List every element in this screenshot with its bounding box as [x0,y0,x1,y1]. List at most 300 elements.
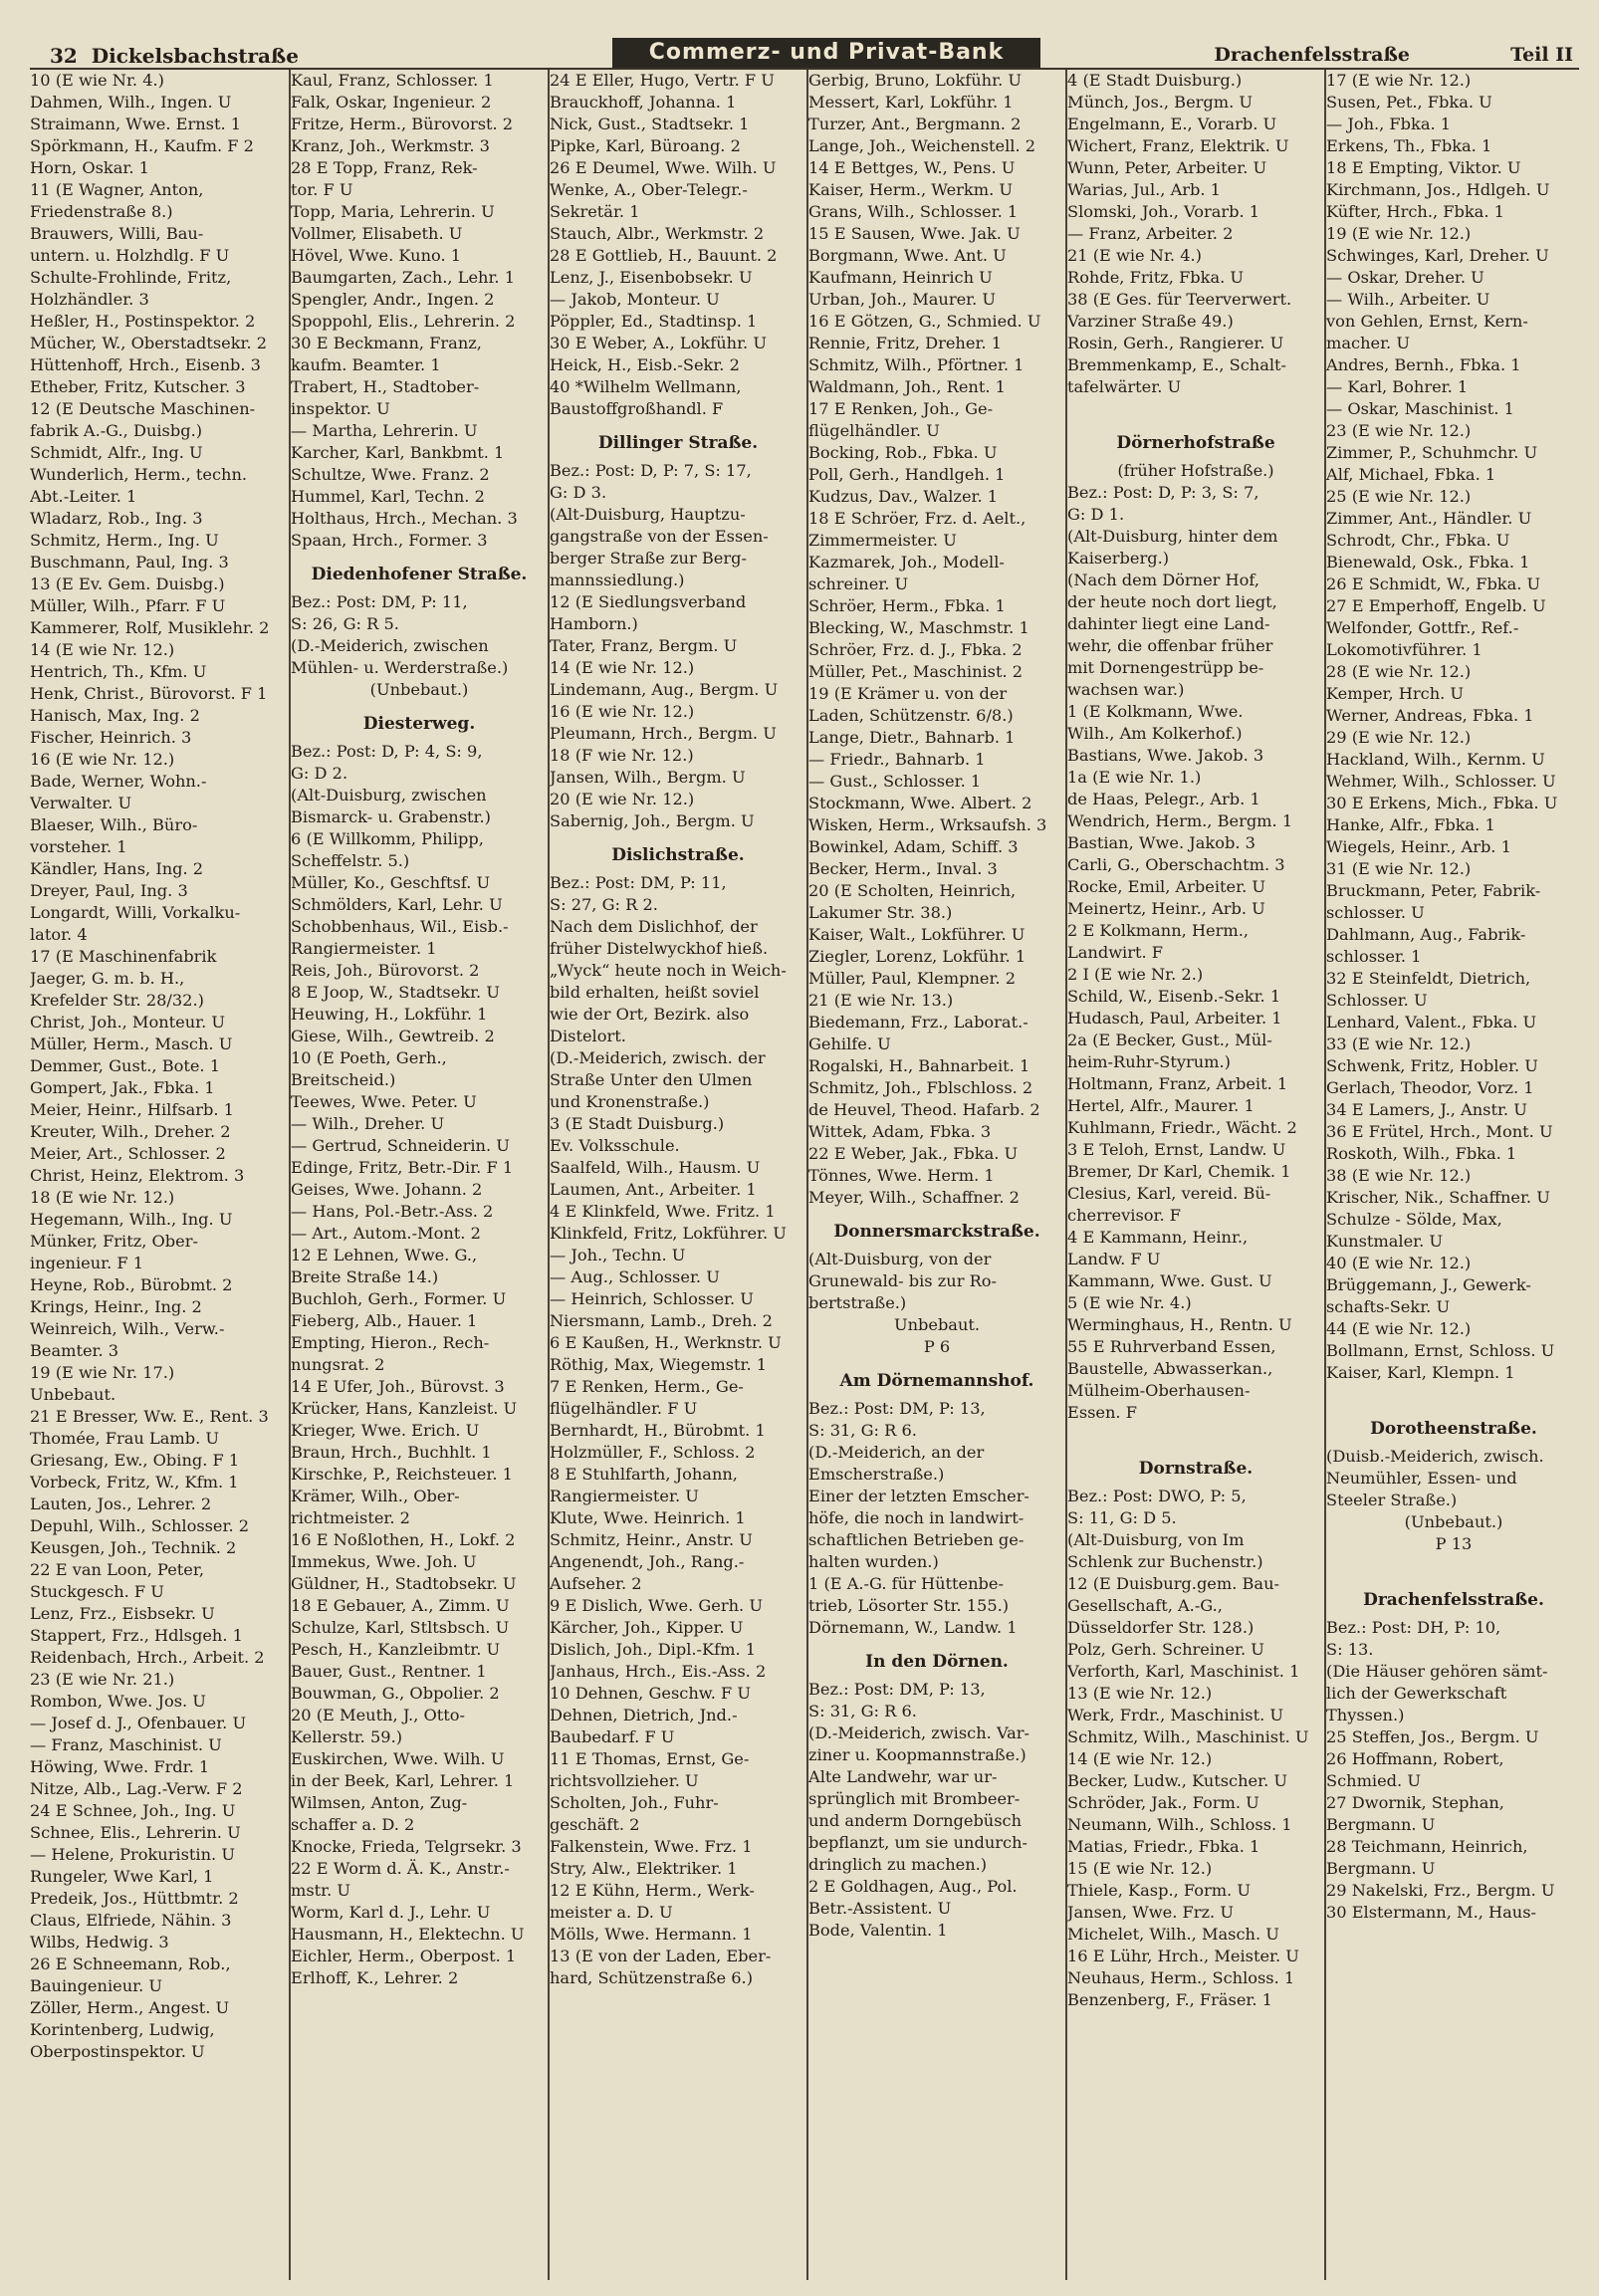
directory-entry: Matias, Friedr., Fbka. 1 [1067,1837,1260,1856]
directory-entry: Brauckhoff, Johanna. 1 [550,93,737,112]
directory-entry: — Gust., Schlosser. 1 [808,772,982,791]
directory-entry: 3 (E Stadt Duisburg.) [550,1114,725,1133]
column-1 [30,70,287,2280]
directory-entry: — Josef d. J., Ofenbauer. U [30,1714,247,1732]
directory-entry: Friedenstraße 8.) [30,202,173,221]
directory-entry: berger Straße zur Berg- [550,549,747,568]
directory-entry: Alte Landwehr, war ur- [808,1767,998,1786]
directory-entry: (Alt-Duisburg, von Im [1067,1530,1245,1549]
directory-entry: Brauwers, Willi, Bau- [30,224,204,243]
directory-entry: tor. F U [291,180,353,199]
directory-entry: Dahmen, Wilh., Ingen. U [30,93,232,112]
directory-entry: 5 (E wie Nr. 4.) [1067,1293,1192,1312]
directory-entry: Bauer, Gust., Rentner. 1 [291,1662,487,1681]
directory-entry: 14 (E wie Nr. 12.) [550,658,695,677]
directory-entry: Schmitz, Herm., Ing. U [30,531,219,550]
directory-entry: 12 (E Duisburg.gem. Bau- [1067,1574,1279,1593]
directory-entry: Meier, Heinr., Hilfsarb. 1 [30,1100,234,1119]
directory-entry: Gerlach, Theodor, Vorz. 1 [1326,1078,1534,1097]
directory-entry: Falkenstein, Wwe. Frz. 1 [550,1837,753,1856]
directory-entry: 1 (E A.-G. für Hüttenbe- [808,1574,1004,1593]
directory-entry: Bez.: Post: DM, P: 11, [291,592,468,611]
directory-entry: 10 (E wie Nr. 4.) [30,71,164,90]
directory-entry: bepflanzt, um sie undurch- [808,1833,1028,1852]
directory-entry: Scholten, Joh., Fuhr- [550,1793,719,1812]
directory-entry: Andres, Bernh., Fbka. 1 [1326,355,1521,374]
directory-entry: P 6 [923,1337,951,1356]
directory-entry: 15 (E wie Nr. 12.) [1067,1859,1213,1878]
directory-entry: Werner, Andreas, Fbka. 1 [1326,706,1534,725]
directory-entry: lator. 4 [30,925,88,944]
directory-entry: Breitscheid.) [291,1070,396,1089]
directory-entry: 40 *Wilhelm Wellmann, [550,377,742,396]
directory-entry: schlosser. U [1326,903,1425,922]
directory-entry: Pesch, H., Kanzleibmtr. U [291,1640,501,1659]
directory-entry: Straimann, Wwe. Ernst. 1 [30,115,242,133]
directory-entry: Krieger, Wwe. Erich. U [291,1421,480,1440]
directory-entry: Stauch, Albr., Werkmstr. 2 [550,224,765,243]
directory-entry: hard, Schützenstraße 6.) [550,1968,754,1987]
directory-entry: Nach dem Dislichhof, der [550,917,758,936]
directory-entry: 19 (E Krämer u. von der [808,684,1008,703]
directory-entry: Heyne, Rob., Bürobmt. 2 [30,1275,233,1294]
directory-entry: Trabert, H., Stadtober- [291,377,480,396]
directory-entry: Zimmer, Ant., Händler. U [1326,509,1532,528]
directory-entry: 18 E Empting, Viktor. U [1326,158,1521,177]
directory-entry: Thiele, Kasp., Form. U [1067,1881,1251,1900]
directory-entry: Borgmann, Wwe. Ant. U [808,246,1007,265]
directory-entry: mit Dornengestrüpp be- [1067,658,1264,677]
directory-entry: — Aug., Schlosser. U [550,1267,720,1286]
directory-entry: Mühlen- u. Werderstraße.) [291,658,509,677]
directory-entry: halten wurden.) [808,1552,939,1571]
directory-entry: Höwing, Wwe. Frdr. 1 [30,1757,210,1776]
directory-entry: Baustoffgroßhandl. F [550,399,724,418]
directory-entry: Kammerer, Rolf, Musiklehr. 2 [30,618,270,637]
directory-entry: 21 (E wie Nr. 13.) [808,991,954,1010]
directory-entry: Varziner Straße 49.) [1067,312,1234,331]
directory-entry: G: D 3. [550,483,607,502]
directory-entry: Meyer, Wilh., Schaffner. 2 [808,1188,1020,1207]
directory-entry: Dahlmann, Aug., Fabrik- [1326,925,1526,944]
directory-entry: Schulte-Frohlinde, Fritz, [30,268,232,287]
directory-entry: Wladarz, Rob., Ing. 3 [30,509,203,528]
directory-entry: 31 (E wie Nr. 12.) [1326,859,1472,878]
directory-entry: Turzer, Ant., Bergmann. 2 [808,115,1022,133]
directory-entry: flügelhändler. F U [550,1399,698,1418]
directory-entry: 2 I (E wie Nr. 2.) [1067,965,1204,984]
directory-entry: 21 E Bresser, Ww. E., Rent. 3 [30,1407,269,1426]
directory-entry: Mücher, W., Oberstadtsekr. 2 [30,334,268,352]
directory-entry: Tönnes, Wwe. Herm. 1 [808,1166,995,1185]
directory-entry: (Duisb.-Meiderich, zwisch. [1326,1447,1544,1466]
directory-entry: S: 27, G: R 2. [550,895,658,914]
directory-entry: macher. U [1326,334,1410,352]
directory-entry: Klinkfeld, Fritz, Lokführer. U [550,1224,787,1243]
directory-entry: 4 E Kammann, Heinr., [1067,1228,1249,1247]
directory-entry: in der Beek, Karl, Lehrer. 1 [291,1771,515,1790]
directory-entry: meister a. D. U [550,1903,673,1922]
directory-entry: Kranz, Joh., Werkmstr. 3 [291,136,490,155]
directory-entry: de Heuvel, Theod. Hafarb. 2 [808,1100,1040,1119]
directory-entry: Rungeler, Wwe Karl, 1 [30,1867,214,1886]
directory-entry: Rangiermeister. 1 [291,939,437,958]
directory-entry: Hummel, Karl, Techn. 2 [291,487,485,506]
directory-entry: Niersmann, Lamb., Dreh. 2 [550,1311,773,1330]
directory-entry: richtmeister. 2 [291,1508,410,1527]
directory-entry: Thomée, Frau Lamb. U [30,1429,220,1448]
directory-entry: Spoppohl, Elis., Lehrerin. 2 [291,312,516,331]
directory-entry: 9 E Dislich, Wwe. Gerh. U [550,1596,763,1615]
directory-entry: Kirschke, P., Reichsteuer. 1 [291,1465,513,1484]
directory-entry: 33 (E wie Nr. 12.) [1326,1034,1472,1053]
directory-entry: 40 (E wie Nr. 12.) [1326,1254,1472,1272]
directory-entry: Henk, Christ., Bürovorst. F 1 [30,684,268,703]
directory-entry: Schmitz, Joh., Fblschloss. 2 [808,1078,1033,1097]
directory-entry: Angenendt, Joh., Rang.- [550,1552,745,1571]
directory-entry: Bremer, Dr Karl, Chemik. 1 [1067,1162,1291,1181]
directory-entry: 32 E Steinfeldt, Dietrich, [1326,969,1531,988]
directory-entry: 4 (E Stadt Duisburg.) [1067,71,1243,90]
column-4 [806,70,1065,2280]
directory-entry: 55 E Ruhrverband Essen, [1067,1337,1276,1356]
directory-entry: Schmitz, Wilh., Maschinist. U [1067,1727,1309,1746]
directory-entry: dringlich zu machen.) [808,1855,988,1874]
directory-entry: Kaiserberg.) [1067,549,1170,568]
directory-entry: Scheffelstr. 5.) [291,851,410,870]
directory-entry: 28 (E wie Nr. 12.) [1326,662,1472,681]
directory-entry: 26 E Deumel, Wwe. Wilh. U [550,158,777,177]
directory-entry: Werk, Frdr., Maschinist. U [1067,1706,1284,1724]
directory-entry: 6 (E Willkomm, Philipp, [291,829,484,848]
directory-entry: Heßler, H., Postinspektor. 2 [30,312,256,331]
directory-entry: 4 E Klinkfeld, Wwe. Fritz. 1 [550,1202,776,1221]
directory-entry: 18 (F wie Nr. 12.) [550,746,694,765]
directory-entry: Worm, Karl d. J., Lehr. U [291,1903,491,1922]
directory-entry: — Karl, Bohrer. 1 [1326,377,1469,396]
directory-entry: Dreyer, Paul, Ing. 3 [30,881,188,900]
directory-entry: cherrevisor. F [1067,1206,1181,1225]
directory-entry: Schild, W., Eisenb.-Sekr. 1 [1067,987,1281,1006]
directory-entry: (Alt-Duisburg, hinter dem [1067,527,1278,546]
directory-entry: Claus, Elfriede, Nähin. 3 [30,1911,232,1930]
street-heading: Dörnerhofstraße [1116,433,1275,453]
directory-entry: Kaufmann, Heinrich U [808,268,993,287]
directory-entry: S: 26, G: R 5. [291,614,399,633]
directory-entry: Bez.: Post: DM, P: 13, [808,1680,986,1699]
directory-entry: 6 E Kaußen, H., Werknstr. U [550,1333,782,1352]
directory-entry: Schröer, Herm., Fbka. 1 [808,596,1006,615]
directory-entry: Müller, Ko., Geschftsf. U [291,873,491,892]
directory-entry: — Oskar, Maschinist. 1 [1326,399,1514,418]
directory-entry: schaffer a. D. 2 [291,1815,415,1834]
directory-entry: 2a (E Becker, Gust., Mül- [1067,1031,1272,1049]
directory-entry: Slomski, Joh., Vorarb. 1 [1067,202,1260,221]
directory-entry: Knocke, Frieda, Telgrsekr. 3 [291,1837,522,1856]
directory-entry: Lakumer Str. 38.) [808,903,953,922]
directory-entry: Eichler, Herm., Oberpost. 1 [291,1947,517,1965]
directory-entry: 29 Nakelski, Frz., Bergm. U [1326,1881,1555,1900]
directory-entry: Schmitz, Wilh., Pförtner. 1 [808,355,1025,374]
directory-entry: Bauingenieur. U [30,1976,163,1995]
directory-entry: Bez.: Post: DM, P: 11, [550,873,727,892]
directory-entry: Krämer, Wilh., Ober- [291,1487,460,1505]
directory-entry: Bastians, Wwe. Jakob. 3 [1067,746,1264,765]
directory-entry: lich der Gewerkschaft [1326,1684,1507,1703]
column-5 [1065,70,1324,2280]
directory-entry: Bez.: Post: DH, P: 10, [1326,1618,1501,1637]
directory-entry: Sekretär. 1 [550,202,640,221]
directory-entry: inspektor. U [291,399,390,418]
directory-entry: 16 E Lühr, Hrch., Meister. U [1067,1947,1299,1965]
directory-entry: 26 E Schmidt, W., Fbka. U [1326,574,1541,593]
directory-entry: Baubedarf. F U [550,1727,675,1746]
directory-entry: (früher Hofstraße.) [1117,461,1274,480]
directory-entry: ziner u. Koopmannstraße.) [808,1745,1027,1764]
directory-entry: Kuhlmann, Friedr., Wächt. 2 [1067,1118,1297,1137]
directory-entry: — Franz, Maschinist. U [30,1735,222,1754]
directory-entry: Janhaus, Hrch., Eis.-Ass. 2 [550,1662,767,1681]
directory-entry: — Martha, Lehrerin. U [291,421,478,440]
directory-entry: de Haas, Pelegr., Arb. 1 [1067,790,1260,808]
directory-entry: 25 (E wie Nr. 12.) [1326,487,1472,506]
directory-entry: 17 (E wie Nr. 12.) [1326,71,1472,90]
directory-entry: Hamborn.) [550,614,638,633]
directory-entry: untern. u. Holzhdlg. F U [30,246,230,265]
directory-entry: geschäft. 2 [550,1815,640,1834]
directory-entry: 13 (E von der Laden, Eber- [550,1947,772,1965]
directory-entry: Bouwman, G., Obpolier. 2 [291,1684,500,1703]
directory-entry: Schlenk zur Buchenstr.) [1067,1552,1263,1571]
directory-entry: Tater, Franz, Bergm. U [550,636,738,655]
directory-entry: Bocking, Rob., Fbka. U [808,443,998,462]
directory-entry: Becker, Herm., Inval. 3 [808,859,998,878]
directory-entry: 30 E Beckmann, Franz, [291,334,482,352]
directory-entry: mstr. U [291,1881,351,1900]
directory-entry: Thyssen.) [1326,1706,1405,1724]
street-heading: Drachenfelsstraße. [1363,1590,1544,1610]
directory-entry: Horn, Oskar. 1 [30,158,149,177]
directory-entry: Hanisch, Max, Ing. 2 [30,706,200,725]
directory-entry: 27 Dwornik, Stephan, [1326,1793,1504,1812]
directory-entry: wehr, die offenbar früher [1067,636,1273,655]
directory-entry: Gehilfe. U [808,1034,891,1053]
directory-entry: Grunewald- bis zur Ro- [808,1271,997,1290]
directory-entry: Bode, Valentin. 1 [808,1921,948,1940]
directory-entry: Bez.: Post: DM, P: 13, [808,1399,986,1418]
directory-entry: Lange, Dietr., Bahnarb. 1 [808,728,1016,747]
street-heading: Dornstraße. [1138,1459,1254,1479]
column-6 [1324,70,1581,2280]
directory-entry: 23 (E wie Nr. 12.) [1326,421,1472,440]
directory-entry: Holthaus, Hrch., Mechan. 3 [291,509,518,528]
directory-entry: Distelort. [550,1027,626,1045]
directory-entry: Bez.: Post: D, P: 3, S: 7, [1067,483,1259,502]
directory-entry: Kudzus, Dav., Walzer. 1 [808,487,999,506]
directory-entry [1326,1555,1581,1577]
directory-entry: Susen, Pet., Fbka. U [1326,93,1492,112]
directory-entry: (Unbebaut.) [369,680,469,699]
directory-entry: Krings, Heinr., Ing. 2 [30,1297,202,1316]
directory-entry: 19 (E wie Nr. 17.) [30,1363,175,1382]
directory-entry: Blaeser, Wilh., Büro- [30,815,198,834]
directory-entry: Hüttenhoff, Hrch., Eisenb. 3 [30,355,261,374]
directory-entry: Etheber, Fritz, Kutscher. 3 [30,377,246,396]
directory-entry: Urban, Joh., Maurer. U [808,290,997,309]
page-header [30,38,1579,70]
directory-entry: Gesellschaft, A.-G., [1067,1596,1223,1615]
directory-entry: Bienewald, Osk., Fbka. 1 [1326,553,1530,572]
directory-entry: Saalfeld, Wilh., Hausm. U [550,1158,761,1177]
directory-entry: Baumgarten, Zach., Lehr. 1 [291,268,516,287]
directory-entry: Schulze, Karl, Stltsbsch. U [291,1618,510,1637]
directory-entry: 16 E Noßlothen, H., Lokf. 2 [291,1530,516,1549]
directory-entry: Gompert, Jak., Fbka. 1 [30,1078,215,1097]
directory-entry: Güldner, H., Stadtobsekr. U [291,1574,517,1593]
directory-entry: Stockmann, Wwe. Albert. 2 [808,794,1032,812]
directory-entry: Reidenbach, Hrch., Arbeit. 2 [30,1648,265,1667]
directory-entry: 14 E Bettges, W., Pens. U [808,158,1016,177]
directory-entry: Bruckmann, Peter, Fabrik- [1326,881,1541,900]
directory-entry: schreiner. U [808,574,909,593]
directory-entry: (Die Häuser gehören sämt- [1326,1662,1548,1681]
directory-entry: Hudasch, Paul, Arbeiter. 1 [1067,1009,1282,1028]
directory-entry: — Wilh., Arbeiter. U [1326,290,1490,309]
directory-entry: Korintenberg, Ludwig, [30,2020,215,2039]
directory-entry: Neumühler, Essen- und [1326,1469,1517,1488]
directory-entry: Demmer, Gust., Bote. 1 [30,1056,221,1075]
directory-entry [1326,1384,1581,1406]
directory-entry: Christ, Heinz, Elektrom. 3 [30,1166,245,1185]
directory-entry: 11 E Thomas, Ernst, Ge- [550,1749,750,1768]
directory-entry: 8 E Joop, W., Stadtsekr. U [291,983,500,1002]
directory-entry: Nick, Gust., Stadtsekr. 1 [550,115,750,133]
directory-entry: Wiegels, Heinr., Arb. 1 [1326,837,1511,856]
directory-entry: Fieberg, Alb., Hauer. 1 [291,1311,478,1330]
directory-entry: Schmidt, Alfr., Ing. U [30,443,203,462]
directory-entry: Blecking, W., Maschmstr. 1 [808,618,1029,637]
directory-entry: Buchloh, Gerh., Former. U [291,1289,507,1308]
street-heading: Dorotheenstraße. [1370,1419,1537,1439]
directory-entry: 36 E Frütel, Hrch., Mont. U [1326,1122,1553,1141]
directory-entry: Euskirchen, Wwe. Wilh. U [291,1749,505,1768]
directory-entry: 18 (E wie Nr. 12.) [30,1188,175,1207]
directory-entry: Küfter, Hrch., Fbka. 1 [1326,202,1504,221]
directory-entry: 44 (E wie Nr. 12.) [1326,1319,1472,1338]
directory-entry: S: 13. [1326,1640,1374,1659]
directory-entry: Schultze, Wwe. Franz. 2 [291,465,490,484]
directory-entry: Lenz, Frz., Eisbsekr. U [30,1604,215,1623]
directory-entry: (Unbebaut.) [1404,1512,1503,1531]
directory-entry: — Helene, Prokuristin. U [30,1845,235,1864]
directory-entry: (D.-Meiderich, an der [808,1443,985,1462]
directory-entry: (Alt-Duisburg, Hauptzu- [550,505,746,524]
directory-entry: Stry, Alw., Elektriker. 1 [550,1859,738,1878]
directory-entry: Holtmann, Franz, Arbeit. 1 [1067,1074,1288,1093]
directory-entry: Schnee, Elis., Lehrerin. U [30,1823,241,1842]
directory-entry: Bernhardt, H., Bürobmt. 1 [550,1421,766,1440]
directory-entry: Lokomotivführer. 1 [1326,640,1483,659]
directory-entry: — Heinrich, Schlosser. U [550,1289,754,1308]
directory-entry: Spengler, Andr., Ingen. 2 [291,290,495,309]
directory-entry: Griesang, Ew., Obing. F 1 [30,1451,240,1470]
directory-entry: trieb, Lösorter Str. 155.) [808,1596,1010,1615]
directory-entry: — Oskar, Dreher. U [1326,268,1485,287]
directory-entry: Wenke, A., Ober-Telegr.- [550,180,748,199]
directory-entry: Longardt, Willi, Vorkalku- [30,903,241,922]
directory-entry: Fritze, Herm., Bürovorst. 2 [291,115,514,133]
directory-entry: Breite Straße 14.) [291,1267,439,1286]
directory-entry: 13 (E Ev. Gem. Duisbg.) [30,574,225,593]
directory-entry: 38 (E Ges. für Teerverwert. [1067,290,1292,309]
directory-entry: 16 (E wie Nr. 12.) [550,702,695,721]
directory-entry: Wilh., Am Kolkerhof.) [1067,724,1243,743]
directory-entry: Meinertz, Heinr., Arb. U [1067,899,1265,918]
directory-entry: Karcher, Karl, Bankbmt. 1 [291,443,505,462]
directory-entry: Laumen, Ant., Arbeiter. 1 [550,1180,757,1199]
directory-entry: Wunderlich, Herm., techn. [30,465,248,484]
directory-entry: tafelwärter. U [1067,377,1182,396]
directory-entry: 27 E Emperhoff, Engelb. U [1326,596,1546,615]
directory-entry: Kaiser, Karl, Klempn. 1 [1326,1363,1515,1382]
directory-entry: Klute, Wwe. Heinrich. 1 [550,1508,746,1527]
directory-entry: Bergmann. U [1326,1815,1436,1834]
directory-entry: Bollmann, Ernst, Schloss. U [1326,1341,1555,1360]
directory-entry: Beamter. 3 [30,1341,119,1360]
directory-entry: Neuhaus, Herm., Schloss. 1 [1067,1968,1295,1987]
directory-entry: 30 Elstermann, M., Haus- [1326,1903,1536,1922]
directory-entry: Jaeger, G. m. b. H., [30,969,185,988]
directory-entry: (Nach dem Dörner Hof, [1067,571,1259,589]
directory-entry: Schrodt, Chr., Fbka. U [1326,531,1510,550]
directory-entry: Bergmann. U [1326,1859,1436,1878]
directory-entry: 22 E Weber, Jak., Fbka. U [808,1144,1019,1163]
directory-entry: sprünglich mit Brombeer- [808,1789,1021,1808]
running-head-street: Drachenfelsstraße [1214,44,1410,66]
directory-entry: Spaan, Hrch., Former. 3 [291,531,488,550]
directory-entry: Münch, Jos., Bergm. U [1067,93,1254,112]
directory-entry: S: 31, G: R 6. [808,1421,917,1440]
directory-entry: Lindemann, Aug., Bergm. U [550,680,779,699]
directory-entry: Kärcher, Joh., Kipper. U [550,1618,744,1637]
directory-entry: Müller, Pet., Maschinist. 2 [808,662,1024,681]
directory-entry: 8 E Stuhlfarth, Johann, [550,1465,738,1484]
directory-entry: Aufseher. 2 [550,1574,642,1593]
directory-entry: Bremmenkamp, E., Schalt- [1067,355,1287,374]
directory-entry: Sabernig, Joh., Bergm. U [550,811,755,830]
directory-entry: 12 (E Siedlungsverband [550,592,747,611]
directory-entry: 7 E Renken, Herm., Ge- [550,1377,744,1396]
directory-entry: Schulze - Sölde, Max, [1326,1210,1502,1229]
directory-entry: Spörkmann, H., Kaufm. F 2 [30,136,254,155]
directory-entry: und anderm Dorngebüsch [808,1811,1023,1830]
directory-entry: Holzhändler. 3 [30,290,149,309]
directory-entry: Hertel, Alfr., Maurer. 1 [1067,1096,1255,1115]
directory-entry: 28 E Gottlieb, H., Bauunt. 2 [550,246,778,265]
street-heading: Diesterweg. [362,714,476,734]
directory-entry: Müller, Wilh., Pfarr. F U [30,596,226,615]
directory-entry: Kaiser, Walt., Lokführer. U [808,925,1026,944]
directory-entry: wachsen war.) [1067,680,1185,699]
directory-entry: Röthig, Max, Wiegemstr. 1 [550,1355,768,1374]
directory-entry: Heick, H., Eisb.-Sekr. 2 [550,355,740,374]
directory-entry: Pipke, Karl, Büroang. 2 [550,136,741,155]
directory-entry: Verwalter. U [30,794,132,812]
directory-entry: Depuhl, Wilh., Schlosser. 2 [30,1516,250,1535]
directory-entry: Jansen, Wilh., Bergm. U [550,768,746,787]
directory-entry: 38 (E wie Nr. 12.) [1326,1166,1472,1185]
directory-entry: Rohde, Fritz, Fbka. U [1067,268,1245,287]
